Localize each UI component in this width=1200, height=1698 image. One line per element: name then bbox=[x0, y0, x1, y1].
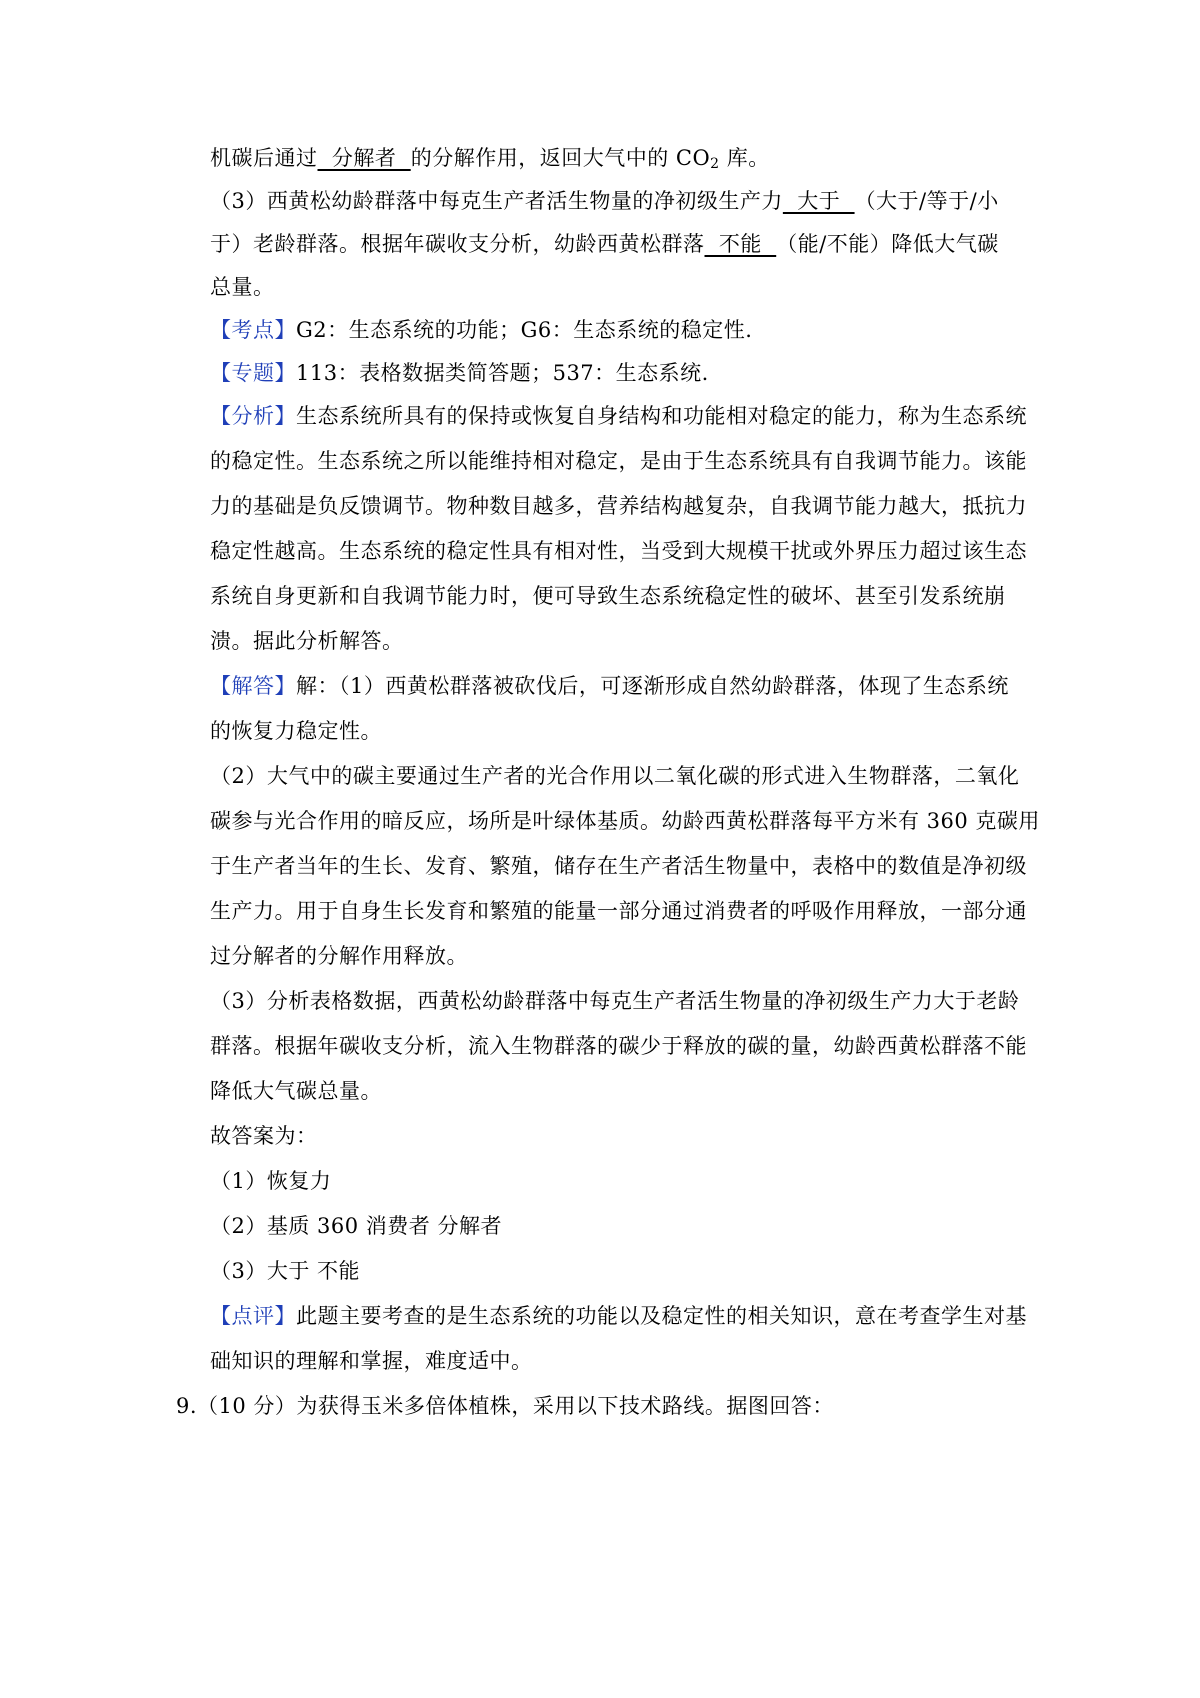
zhuanti-tag: 【专题】 bbox=[210, 361, 296, 385]
text: 于）老龄群落。根据年碳收支分析，幼龄西黄松群落 bbox=[210, 232, 705, 256]
fenxi-tag: 【分析】 bbox=[210, 404, 296, 428]
question-9: 9.（10 分）为获得玉米多倍体植株，采用以下技术路线。据图回答： bbox=[176, 1394, 834, 1418]
fenxi-line-5: 系统自身更新和自我调节能力时，便可导致生态系统稳定性的破坏、甚至引发系统崩 bbox=[210, 584, 1006, 608]
q3-line-1 bbox=[210, 186, 1030, 216]
answer-intro: 故答案为： bbox=[210, 1124, 318, 1148]
jieda-p3-line-3: 降低大气碳总量。 bbox=[210, 1079, 382, 1103]
fenxi-line-3: 力的基础是负反馈调节。物种数目越多，营养结构越复杂，自我调节能力越大，抵抗力 bbox=[210, 494, 1027, 518]
answer-blank: 不能 bbox=[704, 232, 777, 256]
fenxi-line-1 bbox=[210, 401, 1030, 431]
kaodian-text: G2：生态系统的功能；G6：生态系统的稳定性. bbox=[296, 318, 753, 342]
jieda-p2-line-2: 碳参与光合作用的暗反应，场所是叶绿体基质。幼龄西黄松群落每平方米有 360 克碳用 bbox=[210, 809, 1040, 833]
jieda-p2-line-5: 过分解者的分解作用释放。 bbox=[210, 944, 468, 968]
fenxi-line-6: 溃。据此分析解答。 bbox=[210, 629, 404, 653]
answer-1: （1）恢复力 bbox=[210, 1169, 332, 1193]
jieda-p2-line-4: 生产力。用于自身生长发育和繁殖的能量一部分通过消费者的呼吸作用释放，一部分通 bbox=[210, 899, 1027, 923]
text: （大于/等于/小 bbox=[854, 189, 999, 213]
answer-blank: 大于 bbox=[782, 189, 855, 213]
text: 库。 bbox=[719, 146, 770, 170]
zhuanti-text: 113：表格数据类简答题；537：生态系统. bbox=[296, 361, 709, 385]
text: 解：（1）西黄松群落被砍伐后，可逐渐形成自然幼龄群落，体现了生态系统 bbox=[296, 674, 1009, 698]
jieda-line-2: 的恢复力稳定性。 bbox=[210, 719, 382, 743]
dianping-line-2: 础知识的理解和掌握，难度适中。 bbox=[210, 1349, 533, 1373]
dianping-tag: 【点评】 bbox=[210, 1304, 296, 1328]
text-line-fragment bbox=[210, 143, 1030, 179]
answer-2: （2）基质 360 消费者 分解者 bbox=[210, 1214, 502, 1238]
subscript: 2 bbox=[710, 156, 720, 172]
jieda-p2-line-1: （2）大气中的碳主要通过生产者的光合作用以二氧化碳的形式进入生物群落，二氧化 bbox=[210, 764, 1020, 788]
answer-3: （3）大于 不能 bbox=[210, 1259, 361, 1283]
jieda-line-1 bbox=[210, 671, 1030, 701]
text: 机碳后通过 bbox=[210, 146, 318, 170]
jieda-p3-line-1: （3）分析表格数据，西黄松幼龄群落中每克生产者活生物量的净初级生产力大于老龄 bbox=[210, 989, 1020, 1013]
q3-line-3: 总量。 bbox=[210, 275, 275, 299]
kaodian-line bbox=[210, 315, 1030, 345]
kaodian-tag: 【考点】 bbox=[210, 318, 296, 342]
text: （3）西黄松幼龄群落中每克生产者活生物量的净初级生产力 bbox=[210, 189, 783, 213]
fenxi-line-2: 的稳定性。生态系统之所以能维持相对稳定，是由于生态系统具有自我调节能力。该能 bbox=[210, 449, 1027, 473]
q3-line-2 bbox=[210, 229, 1030, 259]
text: 此题主要考查的是生态系统的功能以及稳定性的相关知识，意在考查学生对基 bbox=[296, 1304, 1027, 1328]
dianping-line-1 bbox=[210, 1301, 1030, 1331]
text: 的分解作用，返回大气中的 CO bbox=[410, 146, 711, 170]
zhuanti-line bbox=[210, 358, 1030, 388]
answer-blank: 分解者 bbox=[317, 146, 411, 170]
text: 生态系统所具有的保持或恢复自身结构和功能相对稳定的能力，称为生态系统 bbox=[296, 404, 1027, 428]
fenxi-line-4: 稳定性越高。生态系统的稳定性具有相对性，当受到大规模干扰或外界压力超过该生态 bbox=[210, 539, 1027, 563]
text: （能/不能）降低大气碳 bbox=[776, 232, 999, 256]
jieda-p3-line-2: 群落。根据年碳收支分析，流入生物群落的碳少于释放的碳的量，幼龄西黄松群落不能 bbox=[210, 1034, 1027, 1058]
jieda-p2-line-3: 于生产者当年的生长、发育、繁殖，储存在生产者活生物量中，表格中的数值是净初级 bbox=[210, 854, 1027, 878]
jieda-tag: 【解答】 bbox=[210, 674, 296, 698]
